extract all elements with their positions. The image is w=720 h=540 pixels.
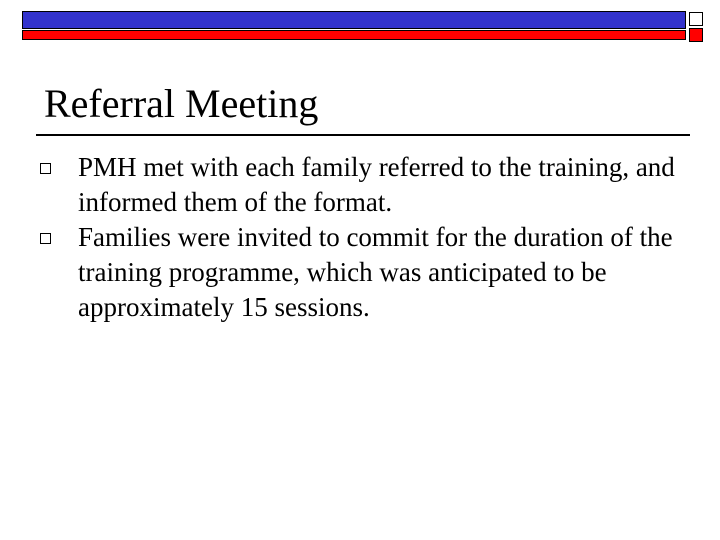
slide-title: Referral Meeting	[44, 81, 319, 126]
top-banner	[22, 11, 686, 40]
bullet-item	[40, 220, 680, 325]
bullet-item	[40, 150, 680, 220]
bullet-text: Families were invited to commit for the duration of the training programme, which was anticipated to be approximately 15 sessions.	[78, 222, 673, 322]
banner-blue-bar	[22, 11, 686, 29]
title-underline	[36, 134, 690, 136]
bullet-list	[40, 150, 680, 325]
hollow-square-icon	[40, 163, 51, 174]
banner-red-bar	[22, 30, 686, 40]
banner-corner-square-top	[689, 12, 703, 26]
bullet-text: PMH met with each family referred to the training, and informed them of the format.	[78, 152, 675, 217]
hollow-square-icon	[40, 233, 51, 244]
banner-corner-square-bottom	[689, 28, 703, 42]
